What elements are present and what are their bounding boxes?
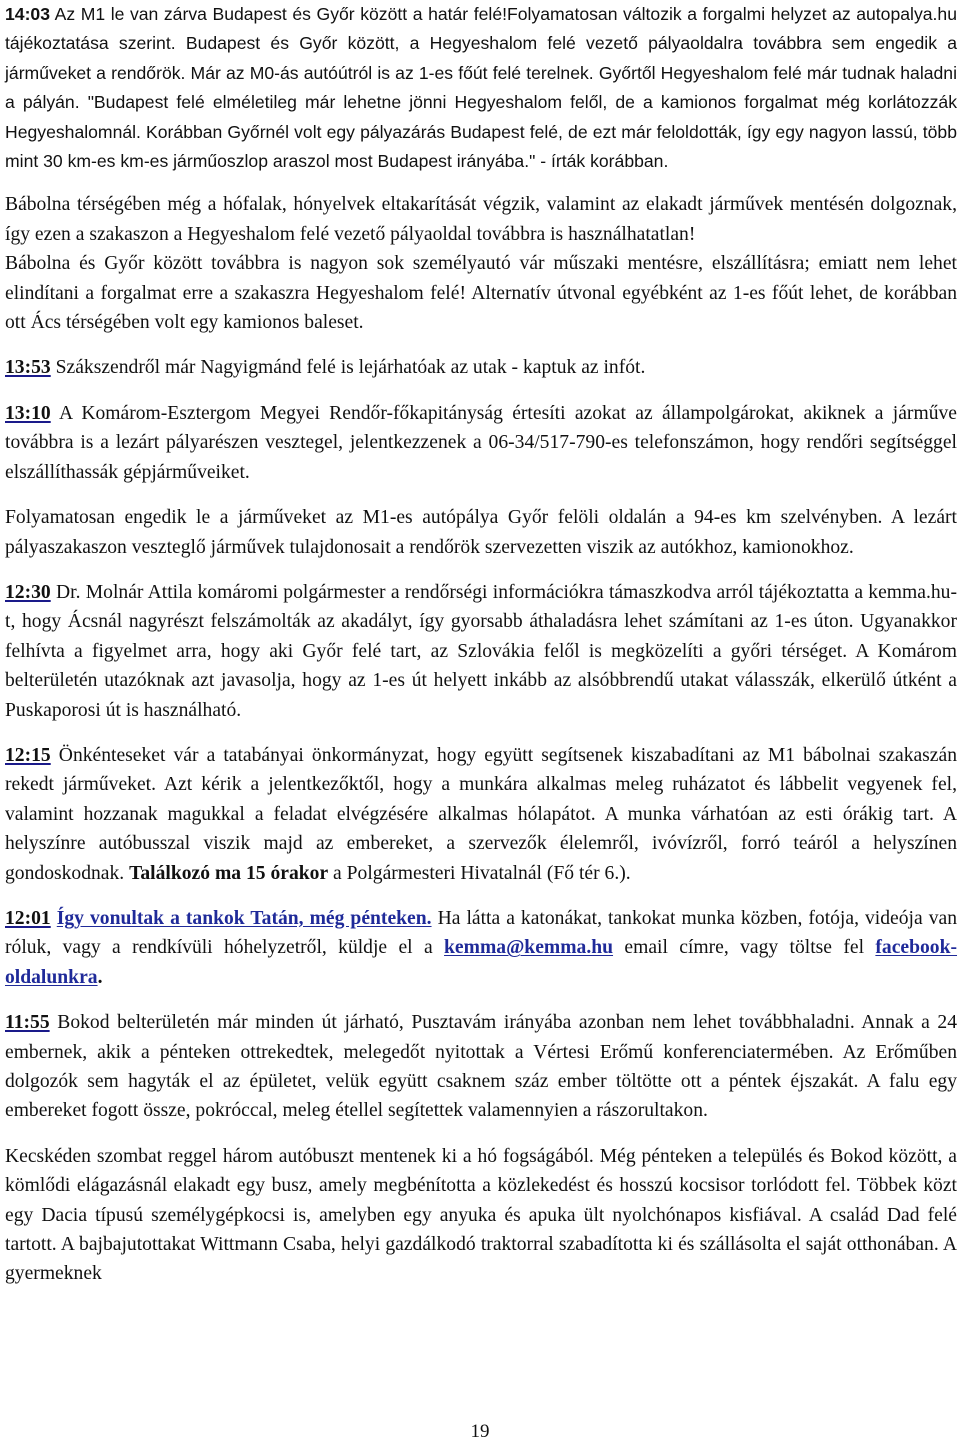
- tanks-article-link[interactable]: Így vonultak a tankok Tatán, még pénteken.: [56, 907, 432, 929]
- meeting-highlight: Találkozó ma 15 órakor: [129, 862, 329, 884]
- paragraph-text: A Komárom-Esztergom Megyei Rendőr-főkapitányság értesíti azokat az állampolgárokat, akiknek a járműve továbbra is a lezárt pályarészen vesztegel, jelentkezzenek a 06-34/517-790-es telefonszámon, hogy rendőri segítséggel elszállíthassák gépjárműveiket.: [5, 402, 957, 483]
- paragraph-text: Bábolna és Győr között továbbra is nagyon sok személyautó vár műszaki mentésre, elszállításra; emiatt nem lehet elindítani a forgalmat erre a szakaszra Hegyeshalom felé! Alternatív útvonal egyébként az 1-es főút lehet, de korábban ott Ács térségében volt egy kamionos baleset.: [5, 253, 957, 334]
- paragraph-text: Folyamatosan engedik le a járműveket az M1-es autópálya Győr felöli oldalán a 94-es km szelvényben. A lezárt pályaszakaszon veszteglő járművek tulajdonosait a rendőrök szervezetten viszik az autókhoz, kamionokhoz.: [5, 507, 957, 558]
- paragraph-text: Kecskéden szombat reggel három autóbuszt mentenek ki a hó fogságából. Még pénteken a település és Bokod között, a kömlődi elágazásnál elakadt egy busz, amely megbénította a közlekedést és hosszú kocsisor torlódott fel. Többek közt egy Dacia típusú személygépkocsi is, amelyben egy anyuka és apuka ült nyolchónapos kisfiával. A család Dad felé tartott. A bajbajutottakat Wittmann Csaba, helyi gazdálkodó traktorral szabadította ki és szállásolta el saját otthonában. A gyermeknek: [5, 1145, 957, 1285]
- paragraph-1310: [5, 399, 957, 487]
- paragraph-folyamatosan: [5, 503, 957, 562]
- paragraph-1215: [5, 741, 957, 888]
- paragraph-1230: [5, 578, 957, 725]
- timestamp: 12:15: [5, 744, 51, 766]
- paragraph-babolna-1: [5, 190, 957, 249]
- timestamp: 12:01: [5, 907, 51, 929]
- paragraph-text: Önkénteseket vár a tatabányai önkormányzat, hogy együtt segítsenek kiszabadítani az M1 bábolnai szakaszán rekedt járműveket. Azt kérik a jelentkezőktől, hogy a munkára alkalmas meleg ruházatot és lábbelit vegyenek fel, valamint hozzanak magukkal a feladat elvégzésére alkalmas hólapátot. A munka várhatóan az esti órákig tart. A helyszínre autóbusszal viszik majd az embereket, a szervezők élelemről, ivóvízről, forró teáról a helyszínen gondoskodnak.: [5, 744, 957, 884]
- timestamp: 14:03: [5, 4, 50, 24]
- paragraph-babolna-2: [5, 249, 957, 337]
- paragraph-text: Bokod belterületén már minden út járható, Pusztavám irányába azonban nem lehet továbbhaladni. Annak a 24 embernek, akik a pénteken ottrekedtek, melegedőt nyitottak a Vértesi Erőmű konferenciatermében. Az Erőműben dolgozók sem hagyták el az épületet, velük együtt csaknem száz ember töltötte ott a péntek éjszakát. A falu egy embereket fogott össze, pokróccal, meleg étellel segítettek valamennyien a rászorultakon.: [5, 1012, 957, 1122]
- timestamp: 13:53: [5, 357, 51, 379]
- email-link[interactable]: kemma@kemma.hu: [444, 937, 614, 959]
- period: .: [97, 966, 103, 988]
- paragraph-text-2: email címre, vagy töltse fel: [624, 937, 865, 959]
- paragraph-1155: [5, 1008, 957, 1126]
- paragraph-1353: [5, 353, 957, 382]
- paragraph-text-tail: a Polgármesteri Hivatalnál (Fő tér 6.).: [333, 862, 631, 884]
- paragraph-text: Dr. Molnár Attila komáromi polgármester a rendőrségi információkra támaszkodva arról tájékoztatta a kemma.hu-t, hogy Ácsnál nagyrészt felszámolták az akadályt, így gyorsabb áthaladásra lehet számítani az 1-es úton. Ugyanakkor felhívta a figyelmet arra, hogy aki Győr felé tart, az Szlovákia felől is megközelíti a győri térséget. A Komárom belterületén utazóknak azt javasolja, hogy az 1-es út helyett inkább az alsóbbrendű utakat válasszák, elkerülő útként a Puskaporosi út is használható.: [5, 581, 957, 721]
- paragraph-kecsked: [5, 1142, 957, 1289]
- timestamp: 11:55: [5, 1012, 50, 1034]
- paragraph-text: Ha látta a katonákat, tankokat munka közben, fotója, videója van róluk, vagy a rendkívüli hóhelyzetről, küldje el a: [5, 907, 957, 959]
- facebook-link[interactable]: facebook-oldalunkra: [5, 937, 958, 988]
- document-page: [5, 0, 957, 1289]
- timestamp: 13:10: [5, 402, 51, 424]
- paragraph-1201: [5, 904, 957, 992]
- paragraph-text: Bábolna térségében még a hófalak, hónyelvek eltakarítását végzik, valamint az elakadt járművek mentésén dolgoznak, így ezen a szakaszon a Hegyeshalom felé vezető pályaoldal továbbra is használhatatlan!: [5, 194, 957, 245]
- paragraph-text: Az M1 le van zárva Budapest és Győr között a határ felé!Folyamatosan változik a forgalmi helyzet az autopalya.hu tájékoztatása szerint. Budapest és Győr között, a Hegyeshalom felé vezető pályaoldalra továbbra sem engedik a járműveket a rendőrök. Már az M0-ás autóútról is az 1-es főút felé terelnek. Győrtől Hegyeshalom felé már tudnak haladni a pályán. "Budapest felé elméletileg már lehetne jönni Hegyeshalom felől, de a kamionos forgalmat még korlátozzák Hegyeshalomnál. Korábban Győrnél volt egy pályazárás Budapest felé, de ezt már feloldották, így egy nagyon lassú, több mint 30 km-es km-es járműoszlop araszol most Budapest irányába." - írták korábban.: [5, 4, 957, 172]
- paragraph-text: Szákszendről már Nagyigmánd felé is lejárhatóak az utak - kaptuk az infót.: [55, 357, 646, 379]
- page-number: 19: [470, 1421, 490, 1442]
- paragraph-1403: [5, 0, 957, 176]
- timestamp: 12:30: [5, 581, 51, 603]
